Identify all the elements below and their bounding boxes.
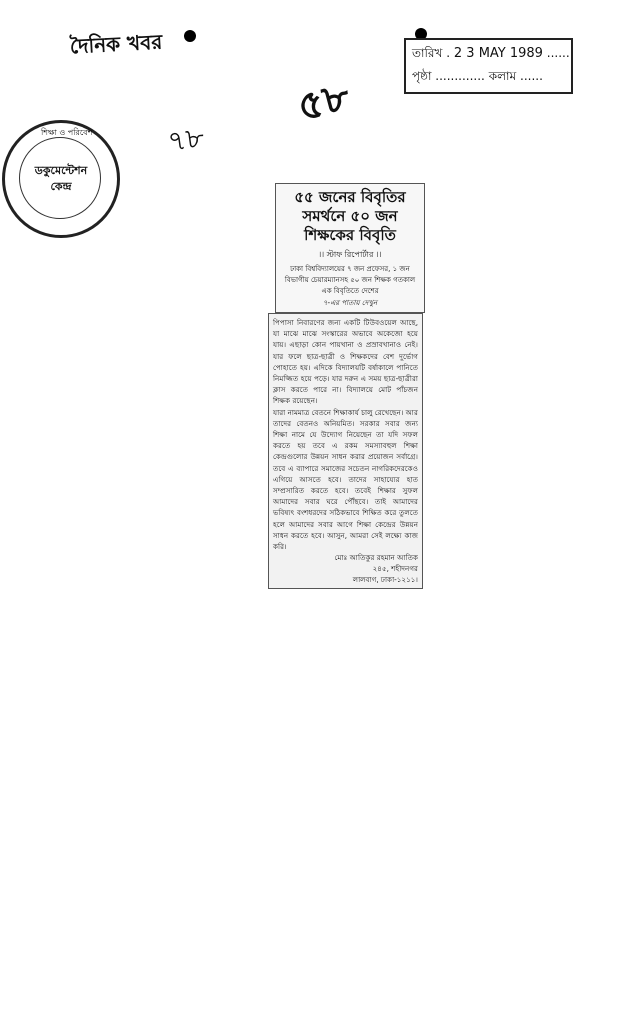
- signature-address: লালবাগ, ঢাকা-১২১১।: [352, 575, 418, 585]
- headline-line: ৫৫ জনের বিবৃতির: [294, 188, 406, 206]
- column-label: কলাম: [488, 69, 517, 83]
- seal-center-line: কেন্দ্র: [50, 180, 72, 193]
- seal-inner-ring: [19, 137, 101, 219]
- headline-line: সমর্থনে ৫০ জন: [302, 207, 398, 225]
- bullet-dot: [184, 30, 196, 42]
- signature-address: ২৪৫, শহীদনগর: [372, 564, 418, 574]
- date-stamp: তারিখ . 2 3 MAY 1989 ...... পৃষ্ঠা ............. কলাম ......: [404, 38, 573, 94]
- letter-paragraph: পিপাসা নিবারণের জন্য একটি টিউবওয়েল আছে, যা মাঝে মাঝে সংস্কারের অভাবে অকেজো হয়ে যায়। এছাড়া কোন পায়খানা ও প্রস্রাবখানাও নেই। যার ফলে ছাত্র-ছাত্রী ও শিক্ষকদের বেশ দুর্ভোগ পোহাতে হয়। এদিকে বিদ্যালয়টি বর্ষাকালে পানিতে নিমজ্জিত হয়ে পড়ে। যার দরুন এ সময় ছাত্র-ছাত্রীরা ক্লাস করতে পারে না। বিদ্যালয়ে মোট পাঁচজন শিক্ষক রয়েছেন।: [273, 318, 418, 406]
- handwritten-number: ৫৮: [292, 72, 355, 131]
- continued-note: ৭-এর পাতায় দেখুন: [322, 299, 378, 307]
- signature-name: মোঃ আতিকুর রহমান আতিক: [334, 553, 418, 563]
- page-label: পৃষ্ঠা: [412, 69, 432, 83]
- documentation-seal: [2, 120, 120, 238]
- date-value: 2 3 MAY 1989: [453, 46, 543, 61]
- seal-center-line: ডকুমেন্টেশন: [34, 164, 88, 177]
- handwritten-number: ৭৮: [165, 120, 207, 159]
- news-clipping: [275, 183, 425, 313]
- article-lede: ঢাকা বিশ্ববিদ্যালয়ের ৭ জন প্রফেসর, ১ জন বিভাগীয় চেয়ারম্যানসহ ৫০ জন শিক্ষক গতকাল এক বিবৃতিতে দেশের: [284, 265, 416, 295]
- letter-clipping: [268, 313, 423, 589]
- headline: [276, 184, 424, 247]
- headline-line: শিক্ষকের বিবৃতি: [304, 226, 396, 244]
- seal-ring-text: শিক্ষা ও পরিবেশ: [41, 128, 93, 137]
- reporter-byline: ।। স্টাফ রিপোর্টার ।।: [318, 250, 382, 259]
- date-label: তারিখ: [412, 46, 443, 60]
- letter-paragraph: যারা নামমাত্র বেতনে শিক্ষাকার্য চালু রেখেছেন। আর তাদের বেতনও অনিয়মিত। সরকার সবার জন্য শিক্ষা নামে যে উদ্যোগ নিয়েছেন তা যদি সফল করতে হয় তবে এ রকম সমস্যাবহুল শিক্ষা কেন্দ্রগুলোর উন্নয়ন সাধন করার প্রয়োজন সর্বাগ্রে। তবে এ ব্যাপারে সমাজের সচেতন নাগরিকদেরকেও এগিয়ে আসতে হবে। তাদের সাহায্যের হাত সম্প্রসারিত করতে হবে। তবেই শিক্ষার সুফল আমাদের সবার ঘরে পৌঁছবে। তাই আমাদের ভবিষ্যৎ বংশধরদের সঠিকভাবে শিক্ষিত করে তুলতে হলে আমাদের সবার আগে শিক্ষা কেন্দ্রের উন্নয়ন সাধন করতে হবে। আসুন, আমরা সেই লক্ষ্যে কাজ করি।: [273, 407, 418, 552]
- newspaper-name: দৈনিক খবর: [69, 29, 163, 59]
